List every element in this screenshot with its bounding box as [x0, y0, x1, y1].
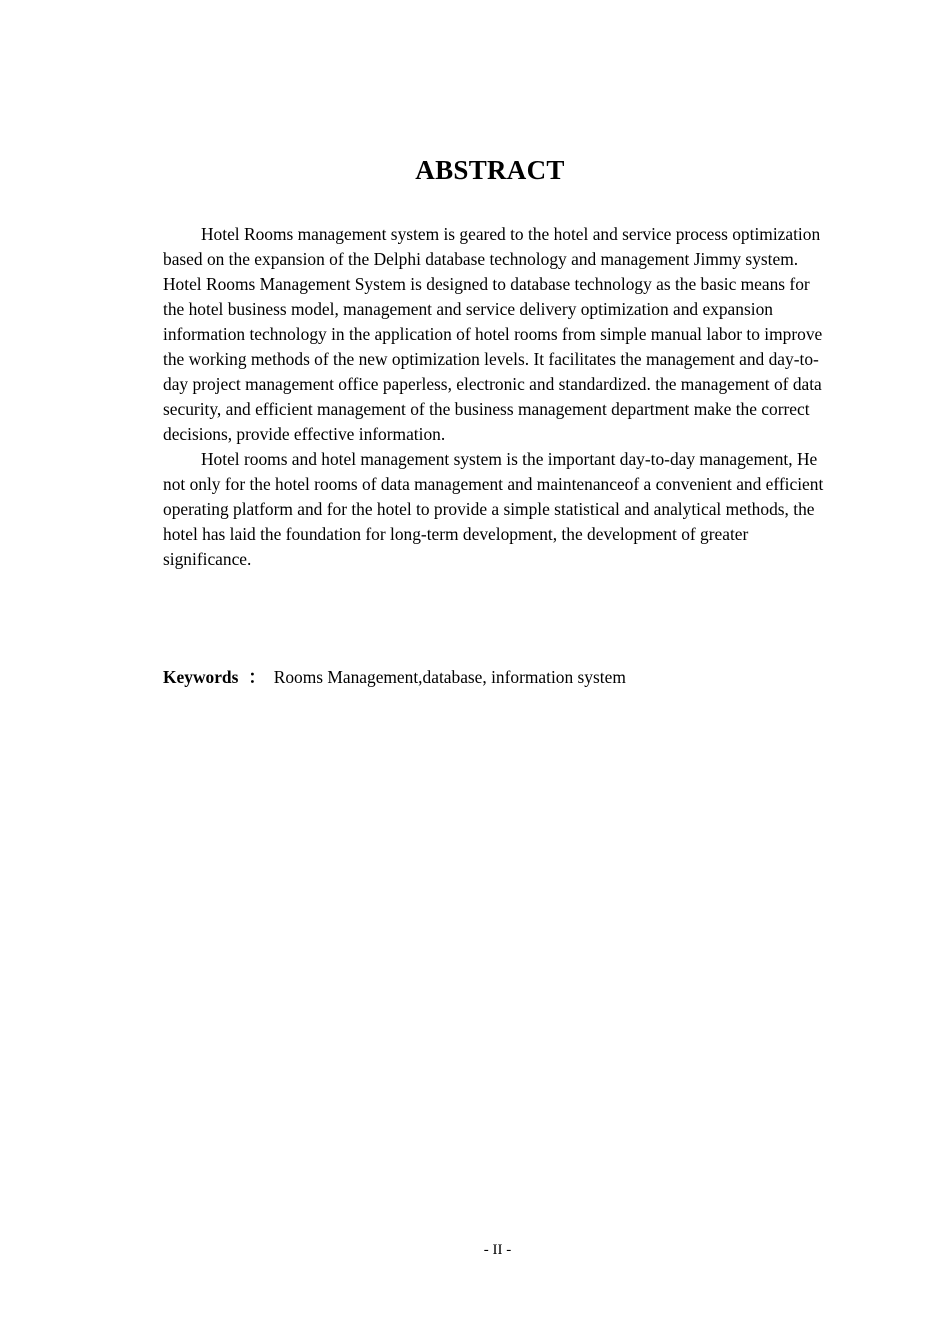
keywords-value: Rooms Management,database, information system — [273, 667, 626, 687]
page-number: - II - — [483, 1242, 512, 1258]
page-title: ABSTRACT — [415, 155, 565, 185]
keywords-label: Keywords — [163, 667, 239, 687]
keywords-colon: ： — [248, 667, 266, 687]
keywords-line — [163, 665, 831, 690]
abstract-paragraph-1: Hotel Rooms management system is geared to the hotel and service process optimization based on the expansion of the Delphi database technology and management Jimmy system. Hotel Rooms Management System is designed to database technology as the basic means for the hotel business model, management and service delivery optimization and expansion information technology in the application of hotel rooms from simple manual labor to improve the working methods of the new optimization levels. It facilitates the management and day-to-day project management office paperless, electronic and standardized. the management of data security, and efficient management of the business management department make the correct decisions, provide effective information. — [163, 224, 823, 444]
abstract-paragraph-2: Hotel rooms and hotel management system is the important day-to-day management, He not only for the hotel rooms of data management and maintenanceof a convenient and efficient operating platform and for the hotel to provide a simple statistical and analytical methods, the hotel has laid the foundation for long-term development, the development of greater significance. — [163, 449, 824, 569]
abstract-body — [163, 222, 831, 572]
